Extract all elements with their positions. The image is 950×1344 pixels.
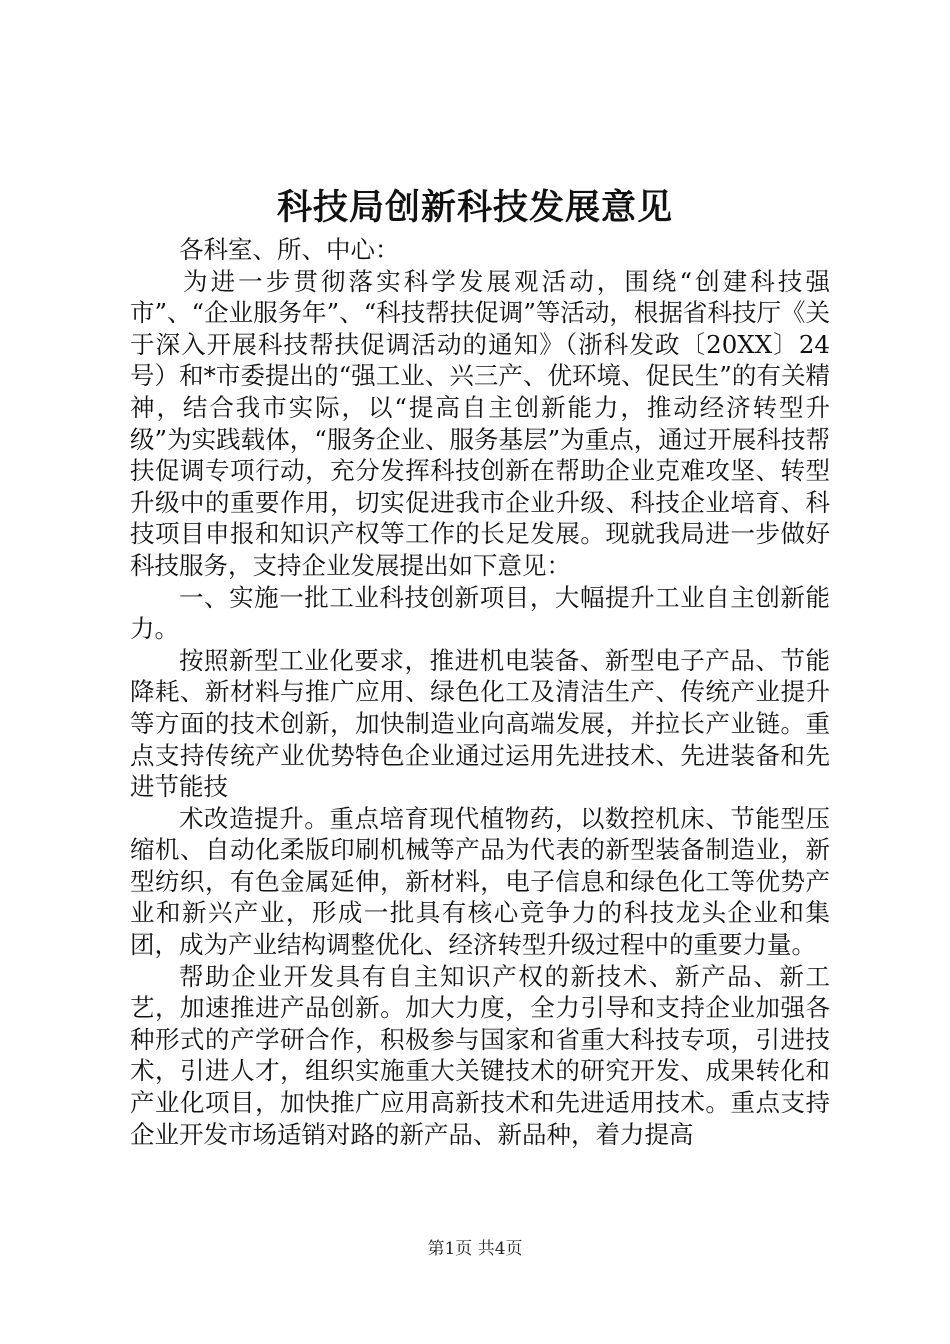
section-heading-1: 一、实施一批工业科技创新项目，大幅提升工业自主创新能力。 bbox=[130, 582, 830, 644]
document-body bbox=[130, 234, 830, 1150]
salutation: 各科室、所、中心： bbox=[179, 235, 400, 264]
page-number-footer: 第1页 共4页 bbox=[427, 1239, 523, 1259]
paragraph-product-innovation: 帮助企业开发具有自主知识产权的新技术、新产品、新工艺，加速推进产品创新。加大力度，全力引导和支持企业加强各种形式的产学研合作，积极参与国家和省重大科技专项，引进技术，引进人才，组织实施重大关键技术的研究开发、成果转化和产业化项目，加快推广应用高新技术和先进适用技术。重点支持企业开发市场适销对路的新产品、新品种，着力提高 bbox=[130, 961, 830, 1149]
paragraph-intro: 为进一步贯彻落实科学发展观活动，围绕“创建科技强市”、“企业服务年”、“科技帮扶促调”等活动，根据省科技厅《关于深入开展科技帮扶促调活动的通知》（浙科发政〔20XX〕24号）和*市委提出的“强工业、兴三产、优环境、促民生”的有关精神，结合我市实际，以“提高自主创新能力，推动经济转型升级”为实践载体，“服务企业、服务基层”为重点，通过开展科技帮扶促调专项行动，充分发挥科技创新在帮助企业克难攻坚、转型升级中的重要作用，切实促进我市企业升级、科技企业培育、科技项目申报和知识产权等工作的长足发展。现就我局进一步做好科技服务，支持企业发展提出如下意见： bbox=[130, 266, 830, 580]
paragraph-key-cultivation: 术改造提升。重点培育现代植物药，以数控机床、节能型压缩机、自动化柔版印刷机械等产品为代表的新型装备制造业，新型纺织，有色金属延伸，新材料，电子信息和绿色化工等优势产业和新兴产业，形成一批具有核心竞争力的科技龙头企业和集团，成为产业结构调整优化、经济转型升级过程中的重要力量。 bbox=[130, 803, 830, 960]
paragraph-industrial-innovation: 按照新型工业化要求，推进机电装备、新型电子产品、节能降耗、新材料与推广应用、绿色化工及清洁生产、传统产业提升等方面的技术创新，加快制造业向高端发展，并拉长产业链。重点支持传统产业优势特色企业通过运用先进技术、先进装备和先进节能技 bbox=[130, 645, 830, 802]
document-title: 科技局创新科技发展意见 bbox=[276, 187, 673, 228]
